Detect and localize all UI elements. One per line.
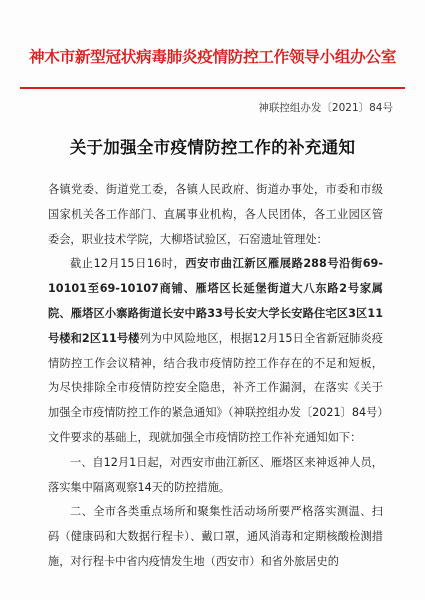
paragraph-notice	[48, 252, 383, 450]
org-header: 神木市新型冠状病毒肺炎疫情防控工作领导小组办公室	[28, 48, 397, 66]
red-divider	[20, 87, 405, 89]
paragraph-notice-lead: 截止12月15日16时，	[70, 257, 186, 271]
paragraph-notice-locations: 西安市曲江新区雁展路288号沿街69-10101至69-10107商铺、雁塔区长延堡街道大八东路2号家属院、雁塔区小寨路街道长安中路33号长安大学长安路住宅区3区11号楼和2区11号楼	[48, 257, 383, 345]
document-title: 关于加强全市疫情防控工作的补充通知	[69, 138, 356, 157]
recipients-paragraph: 各镇党委、街道党工委，各镇人民政府、街道办事处，市委和市级国家机关各工作部门、直属事业机构，各人民团体，各工业园区管委会，职业技术学院，大柳塔试验区，石窑遗址管理处：	[48, 183, 383, 246]
item-one: 一、自12月1日起，对西安市曲江新区、雁塔区来神返神人员，落实集中隔离观察14天的防控措施。	[48, 455, 383, 494]
document-number: 神联控组办发〔2021〕84号	[258, 102, 393, 114]
paragraph-notice-rest: 列为中风险地区，根据12月15日全省新冠肺炎疫情防控工作会议精神，结合我市疫情防控工作存在的不足和短板，为尽快排除全市疫情防控安全隐患，补齐工作漏洞，在落实《关于加强全市疫情防控工作的紧急通知》（神联控组办发〔2021〕84号）文件要求的基础上，现就加强全市疫情防控工作补充通知如下：	[48, 331, 383, 444]
document-body	[48, 178, 383, 575]
item-two: 二、全市各类重点场所和聚集性活动场所要严格落实测温、扫码（健康码和大数据行程卡）、戴口罩，通风消毒和定期核酸检测措施，对行程卡中省内疫情发生地（西安市）和省外旅居史的	[48, 505, 383, 568]
